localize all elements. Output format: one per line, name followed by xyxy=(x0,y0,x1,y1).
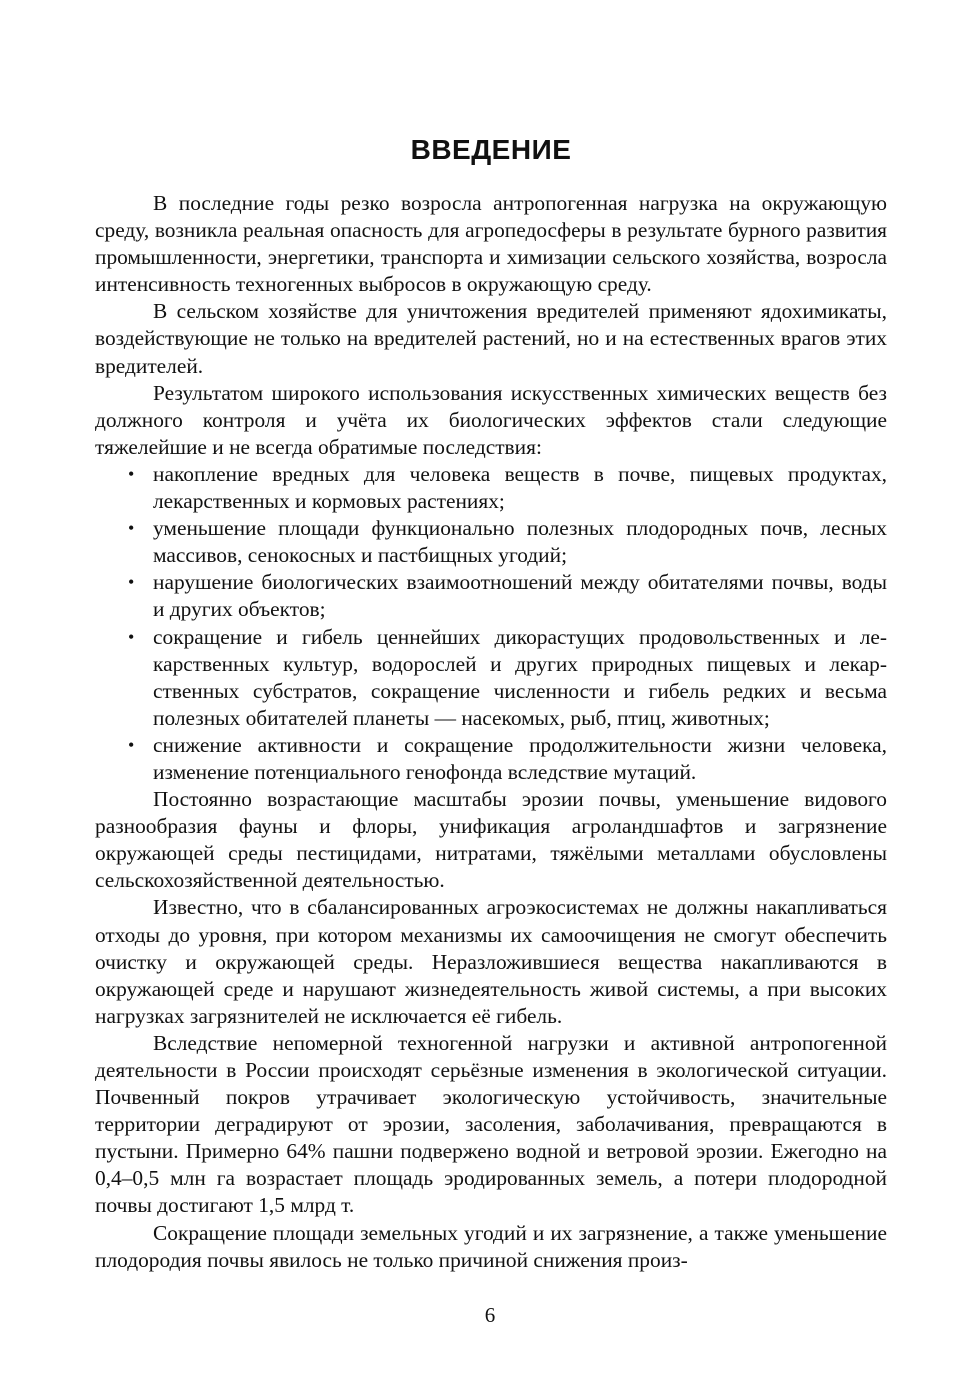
list-item-text: уменьшение площади функционально полезных плодородных почв, лесных массивов, сенокосных и пастбищных угодий; xyxy=(153,516,887,568)
document-page xyxy=(95,132,887,1274)
list-item xyxy=(95,569,887,623)
bullet-icon: • xyxy=(128,626,135,647)
paragraph: Результатом широкого использования искусственных химических веществ без должного контроля и учёта их биологических эффектов стали следующие тяжелейшие и не всегда обратимые последствия: xyxy=(95,380,887,459)
paragraph: Постоянно возрастающие масштабы эрозии почвы, уменьшение видового разнообразия фауны и флоры, унификация агроландшафтов и загрязнение окружающей среды пестицидами, нитратами, тяжёлыми металлами обусловлены сельскохозяйственной деятельностью. xyxy=(95,787,887,893)
paragraph: В последние годы резко возросла антропогенная нагрузка на окружающую среду, возникла реальная опасность для агропедосферы в результате бурного развития промышленности, энергетики, транспорта и химизации сельского хозяйства, возросла интенсивность техногенных выбросов в окружающую среду. xyxy=(95,191,887,297)
paragraph: В сельском хозяйстве для уничтожения вредителей применяют ядохимикаты, воздействующие не только на вредителей растений, но и на естественных врагов этих вредителей. xyxy=(95,299,887,378)
list-item xyxy=(95,732,887,786)
page-title: ВВЕДЕНИЕ xyxy=(410,134,572,165)
bullet-icon: • xyxy=(128,572,135,593)
list-item-text: сокращение и гибель ценнейших дикорастущих продовольственных и лекарственных культур, водорослей и других природных пищевых и лекарственных субстратов, сокращение численности и гибель редких и весьма полезных обитателей планеты — насекомых, рыб, птиц, животных; xyxy=(153,624,887,730)
bullet-icon: • xyxy=(128,463,135,484)
list-item xyxy=(95,624,887,732)
list-item-text: накопление вредных для человека веществ в почве, пищевых продуктах, лекарственных и кормовых растениях; xyxy=(153,461,887,514)
paragraph: Вследствие непомерной техногенной нагрузки и активной антропогенной деятельности в России происходят серьёзные изменения в экологической ситуации. Почвенный покров утрачивает экологическую устойчивость, значительные территории деградируют от эрозии, засоления, заболачивания, превращаются в пустыни. Примерно 64% пашни подвержено водной и ветровой эрозии. Ежегодно на 0,4–0,5 млн га возрастает площадь эродированных земель, а потери плодородной почвы достигают 1,5 млрд т. xyxy=(95,1030,887,1218)
paragraph: Сокращение площади земельных угодий и их загрязнение, а также уменьшение плодородия почвы явилось не только причиной снижения произ- xyxy=(95,1220,887,1272)
list-item xyxy=(95,515,887,569)
bullet-icon: • xyxy=(128,518,135,539)
list-item xyxy=(95,461,887,515)
page-number: 6 xyxy=(484,1303,496,1327)
consequences-list xyxy=(95,461,887,786)
bullet-icon: • xyxy=(128,734,135,755)
list-item-text: снижение активности и сокращение продолжительности жизни человека, изменение потенциального генофонда вследствие мутаций. xyxy=(153,732,887,784)
paragraph: Известно, что в сбалансированных агроэкосистемах не должны накапливаться отходы до уровня, при котором механизмы их самоочищения не смогут обеспечить очистку и окружающей среды. Неразложившиеся вещества накапливаются в окружающей среде и нарушают жизнедеятельность живой системы, а при высоких нагрузках загрязнителей не исключается её гибель. xyxy=(95,895,887,1028)
list-item-text: нарушение биологических взаимоотношений между обитателями почвы, воды и других объектов; xyxy=(153,570,887,622)
